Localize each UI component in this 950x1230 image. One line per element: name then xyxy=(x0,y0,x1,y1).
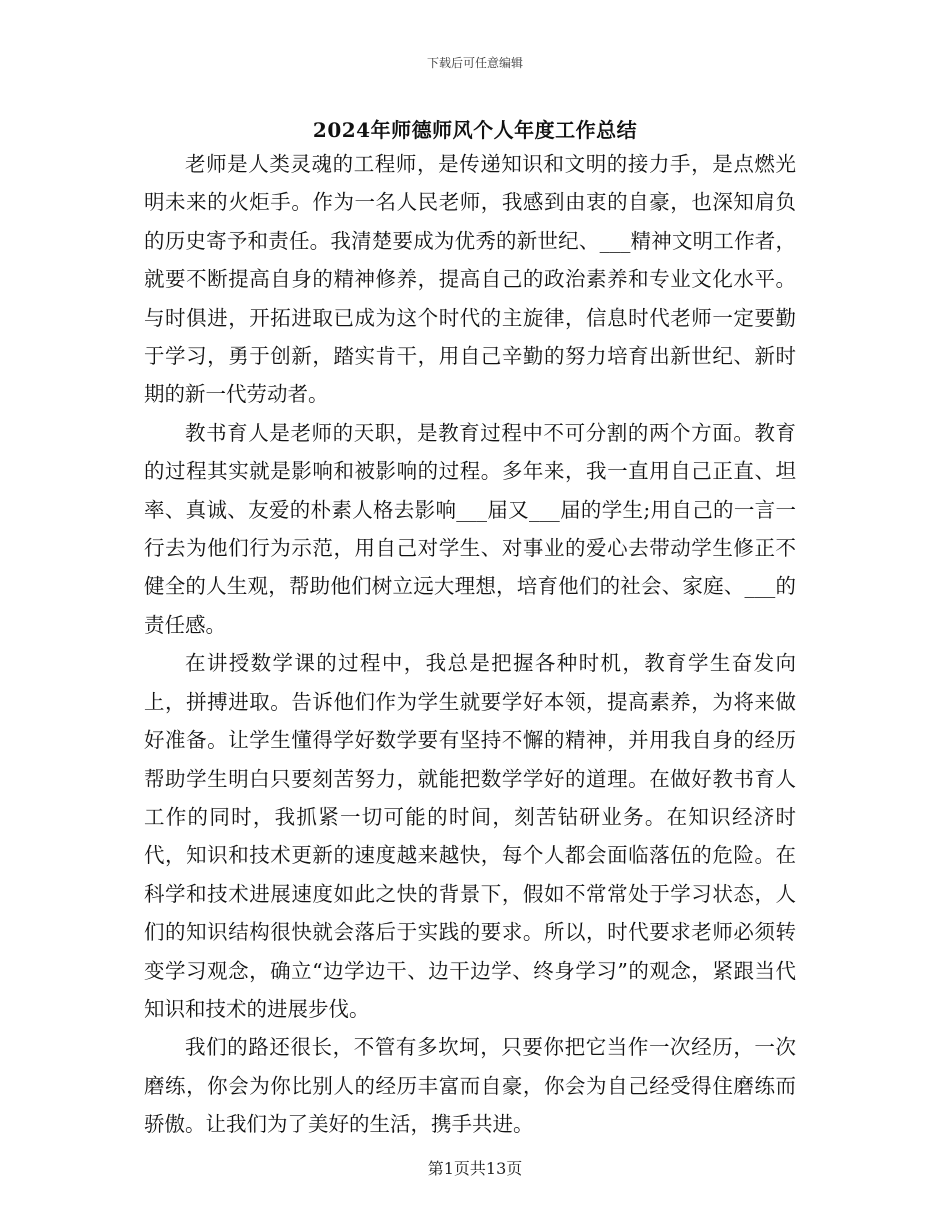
document-body xyxy=(144,145,796,1144)
paragraph-2: 教书育人是老师的天职，是教育过程中不可分割的两个方面。教育的过程其实就是影响和被影响的过程。多年来，我一直用自己正直、坦率、真诚、友爱的朴素人格去影响___届又___届的学生;用自己的一言一行去为他们行为示范，用自己对学生、对事业的爱心去带动学生修正不健全的人生观，帮助他们树立远大理想，培育他们的社会、家庭、___的责任感。 xyxy=(144,420,796,637)
header-note: 下载后可任意编辑 xyxy=(426,56,523,70)
paragraph-3: 在讲授数学课的过程中，我总是把握各种时机，教育学生奋发向上，拼搏进取。告诉他们作为学生就要学好本领，提高素养，为将来做好准备。让学生懂得学好数学要有坚持不懈的精神，并用我自身的经历帮助学生明白只要刻苦努力，就能把数学学好的道理。在做好教书育人工作的同时，我抓紧一切可能的时间，刻苦钻研业务。在知识经济时代，知识和技术更新的速度越来越快，每个人都会面临落伍的危险。在科学和技术进展速度如此之快的背景下，假如不常常处于学习状态，人们的知识结构很快就会落后于实践的要求。所以，时代要求老师必须转变学习观念，确立“边学边干、边干边学、终身学习”的观念，紧跟当代知识和技术的进展步伐。 xyxy=(144,651,796,1021)
paragraph-4: 我们的路还很长，不管有多坎坷，只要你把它当作一次经历，一次磨练，你会为你比别人的经历丰富而自豪，你会为自己经受得住磨练而骄傲。让我们为了美好的生活，携手共进。 xyxy=(144,1035,796,1137)
page-number: 第1页共13页 xyxy=(427,1159,523,1178)
paragraph-1: 老师是人类灵魂的工程师，是传递知识和文明的接力手，是点燃光明未来的火炬手。作为一名人民老师，我感到由衷的自豪，也深知肩负的历史寄予和责任。我清楚要成为优秀的新世纪、___精神文明工作者，就要不断提高自身的精神修养，提高自己的政治素养和专业文化水平。与时俱进，开拓进取已成为这个时代的主旋律，信息时代老师一定要勤于学习，勇于创新，踏实肯干，用自己辛勤的努力培育出新世纪、新时期的新一代劳动者。 xyxy=(144,152,796,407)
document-title: 2024年师德师风个人年度工作总结 xyxy=(312,118,638,142)
